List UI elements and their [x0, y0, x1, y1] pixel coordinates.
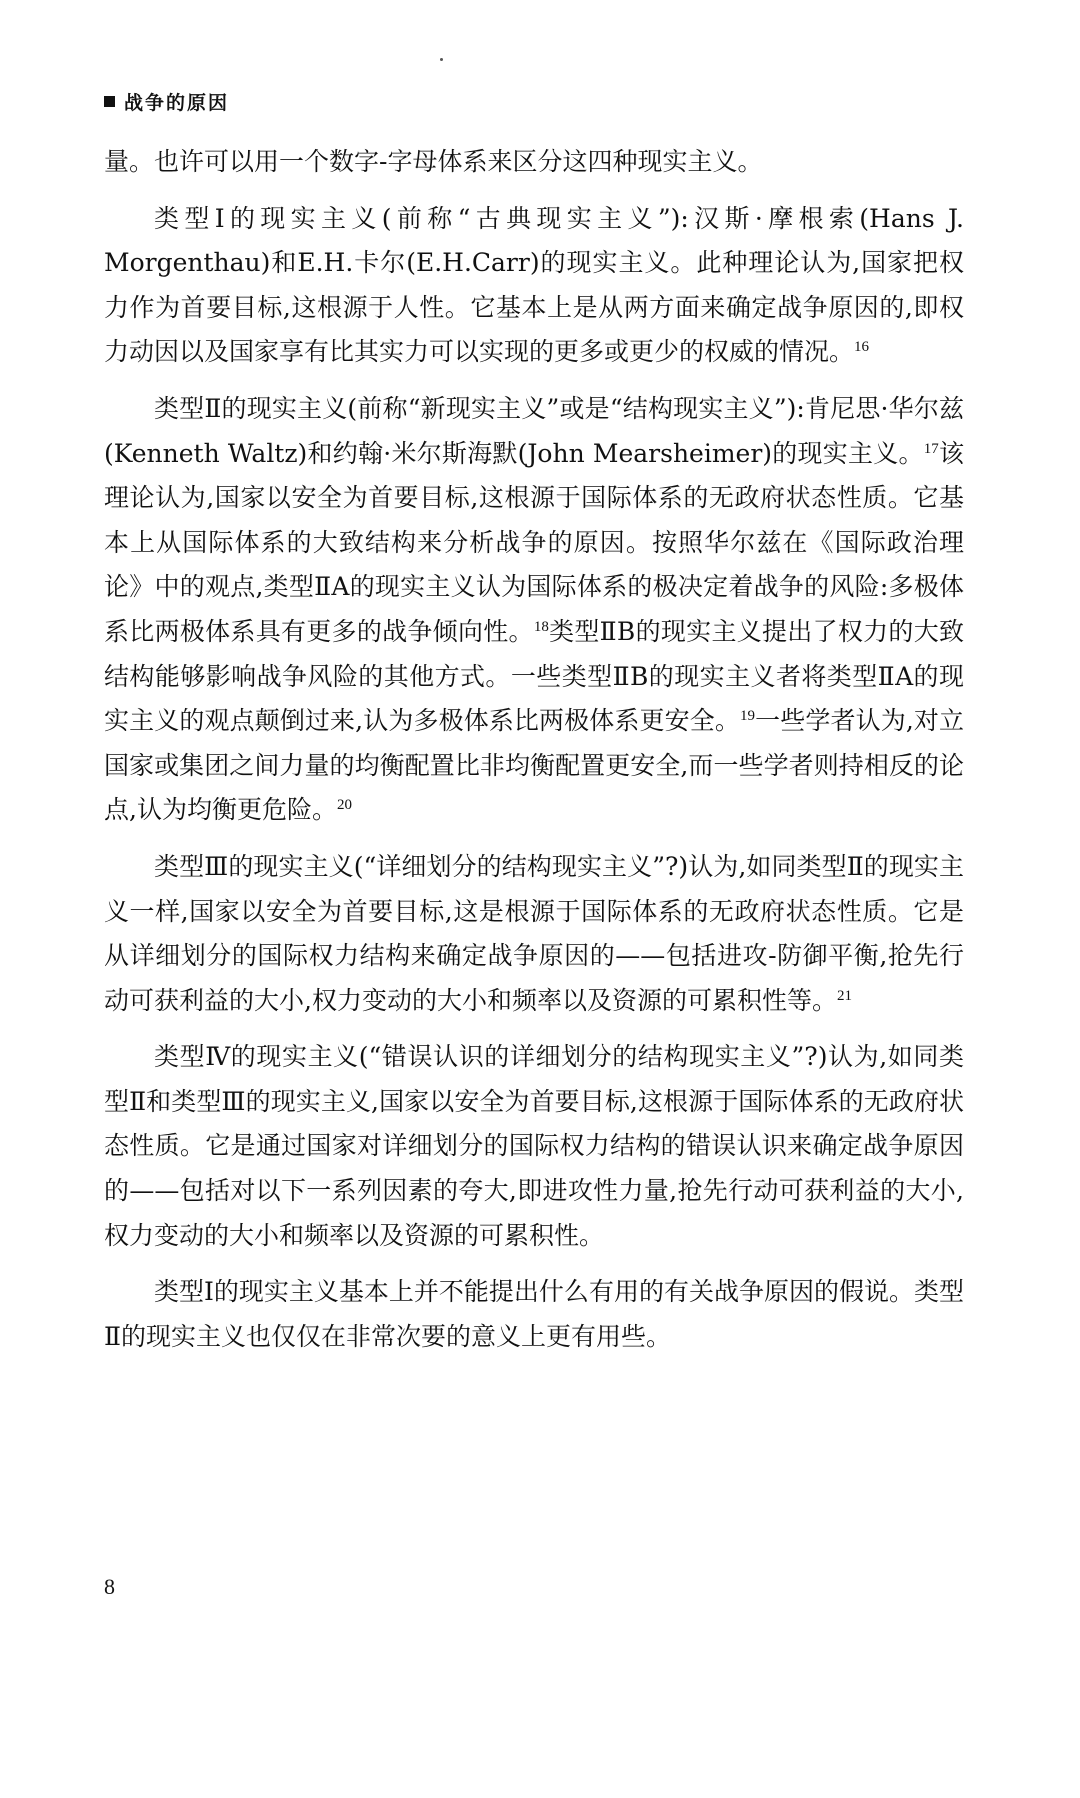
footnote-marker: 19: [740, 708, 755, 725]
paragraph-text: 类型Ⅱ的现实主义(前称“新现实主义”或是“结构现实主义”):肯尼思·华尔兹(Kenneth Waltz)和约翰·米尔斯海默(John Mearsheimer)的现实主义。: [104, 393, 964, 468]
footnote-marker: 17: [923, 440, 939, 457]
paragraph-text: 量。也许可以用一个数字-字母体系来区分这四种现实主义。: [104, 147, 763, 176]
footnote-marker: 16: [854, 339, 870, 356]
paragraph-type-4-realism: [104, 1035, 964, 1258]
header-square-bullet: [104, 96, 115, 107]
paragraph-text: 类型Ⅲ的现实主义(“详细划分的结构现实主义”?)认为,如同类型Ⅱ的现实主义一样,国家以安全为首要目标,这是根源于国际体系的无政府状态性质。它是从详细划分的国际权力结构来确定战争原因的——包括进攻-防御平衡,抢先行动可获利益的大小,权力变动的大小和频率以及资源的可累积性等。: [104, 851, 964, 1015]
page-number: 8: [104, 1574, 115, 1599]
paragraph-text: 类型ⅡB的现实主义提出了权力的大致结构能够影响战争风险的其他方式。一些类型ⅡB的现实主义者将类型ⅡA的现实主义的观点颠倒过来,认为多极体系比两极体系更安全。: [104, 616, 964, 736]
footnote-marker: 20: [336, 797, 352, 814]
paragraph-text: 类型Ⅳ的现实主义(“错误认识的详细划分的结构现实主义”?)认为,如同类型Ⅱ和类型Ⅲ的现实主义,国家以安全为首要目标,这根源于国际体系的无政府状态性质。它是通过国家对详细划分的国际权力结构的错误认识来确定战争原因的——包括对以下一系列因素的夸大,即进攻性力量,抢先行动可获利益的大小,权力变动的大小和频率以及资源的可累积性。: [104, 1042, 964, 1250]
paragraph-continued: [104, 140, 964, 185]
paragraph-type-3-realism: [104, 845, 964, 1023]
paragraph-conclusion: [104, 1270, 964, 1359]
paragraph-type-2-realism: [104, 387, 964, 833]
paragraph-text: 类型Ⅰ的现实主义基本上并不能提出什么有用的有关战争原因的假说。类型Ⅱ的现实主义也仅仅在非常次要的意义上更有用些。: [104, 1277, 964, 1351]
running-header: [104, 88, 229, 115]
footnote-marker: 21: [836, 987, 852, 1004]
footnote-marker: 18: [533, 618, 549, 635]
scan-speck: [440, 58, 443, 61]
paragraph-text: 一些学者认为,对立国家或集团之间力量的均衡配置比非均衡配置更安全,而一些学者则持相反的论点,认为均衡更危险。: [104, 706, 965, 825]
paragraph-text: 该理论认为,国家以安全为首要目标,这根源于国际体系的无政府状态性质。它基本上从国际体系的大致结构来分析战争的原因。按照华尔兹在《国际政治理论》中的观点,类型ⅡA的现实主义认为国际体系的极决定着战争的风险:多极体系比两极体系具有更多的战争倾向性。: [104, 438, 964, 646]
paragraph-type-1-realism: [104, 197, 964, 375]
running-header-title: 战争的原因: [124, 92, 230, 114]
paragraph-text: 类型Ⅰ的现实主义(前称“古典现实主义”):汉斯·摩根索(Hans J. Morgenthau)和E.H.卡尔(E.H.Carr)的现实主义。此种理论认为,国家把权力作为首要目标,这根源于人性。它基本上是从两方面来确定战争原因的,即权力动因以及国家享有比其实力可以实现的更多或更少的权威的情况。: [104, 203, 964, 367]
body-text: [104, 140, 964, 1359]
